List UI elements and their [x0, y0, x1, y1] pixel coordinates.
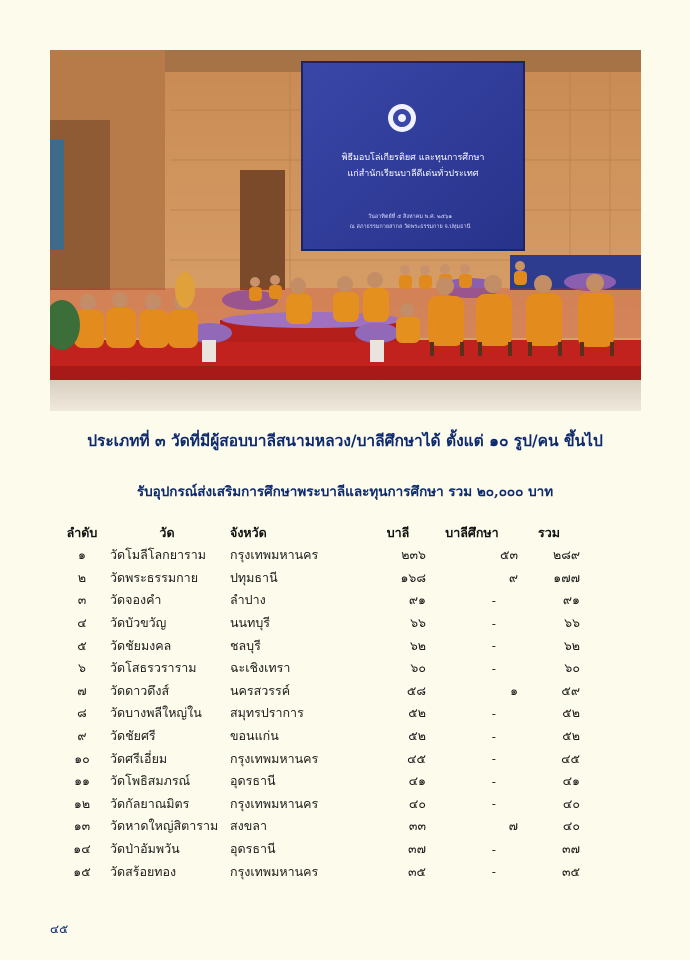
row-temple: วัดโพธิสมภรณ์	[110, 773, 191, 789]
row-pali: ๓๓	[408, 818, 426, 834]
ceremony-photo	[50, 50, 641, 411]
row-order: ๓	[77, 592, 87, 608]
row-order: ๑	[78, 547, 86, 563]
row-order: ๑๐	[74, 750, 90, 766]
header-pali-study: บาลีศึกษา	[445, 525, 499, 540]
row-province: ขอนแก่น	[230, 728, 279, 744]
row-pali: ๔๕	[407, 750, 426, 766]
row-total: ๒๘๙	[552, 547, 580, 563]
row-total: ๕๒	[562, 728, 580, 744]
row-order: ๑๓	[73, 818, 91, 834]
row-pali-study: -	[491, 864, 496, 880]
table-row	[60, 612, 580, 635]
row-pali: ๖๐	[410, 660, 426, 676]
row-pali: ๑๖๘	[400, 569, 426, 585]
row-pali-study: -	[491, 615, 496, 631]
table-row	[60, 544, 580, 567]
row-province: นนทบุรี	[230, 615, 270, 631]
row-province: ลำปาง	[230, 592, 266, 608]
row-province: อุดรธานี	[230, 773, 276, 789]
row-province: สมุทรปราการ	[230, 705, 304, 721]
table-row	[60, 567, 580, 590]
banner-line3: วันอาทิตย์ที่ ๕ สิงหาคม พ.ศ. ๒๕๖๑	[368, 214, 452, 220]
row-province: กรุงเทพมหานคร	[230, 750, 319, 766]
row-pali: ๙๑	[408, 592, 426, 608]
table-row	[60, 725, 580, 748]
table-row	[60, 815, 580, 838]
header-province: จังหวัด	[230, 525, 267, 540]
row-order: ๑๕	[73, 863, 91, 879]
table-row	[60, 793, 580, 816]
row-total: ๖๒	[563, 637, 580, 653]
banner-line1: พิธีมอบโล่เกียรติยศ และทุนการศึกษา	[341, 153, 485, 163]
row-province: อุดรธานี	[230, 841, 276, 857]
row-temple: วัดจองคำ	[110, 592, 162, 608]
row-province: ฉะเชิงเทรา	[230, 660, 291, 676]
row-province: นครสวรรค์	[230, 682, 291, 698]
row-pali: ๓๕	[407, 863, 426, 879]
row-total: ๓๗	[562, 841, 580, 857]
row-province: กรุงเทพมหานคร	[230, 795, 319, 811]
row-order: ๕	[77, 637, 87, 653]
row-pali-study: -	[491, 773, 496, 789]
row-order: ๑๔	[73, 841, 91, 857]
row-pali-study: ๑	[510, 682, 518, 698]
row-total: ๖๖	[564, 615, 580, 631]
row-order: ๘	[77, 705, 87, 721]
row-pali: ๕๘	[406, 682, 426, 698]
row-total: ๔๐	[562, 818, 580, 834]
row-total: ๔๐	[562, 795, 580, 811]
row-temple: วัดชัยศรี	[110, 728, 156, 744]
row-order: ๒	[77, 569, 87, 585]
row-pali: ๓๗	[408, 841, 426, 857]
row-pali: ๕๒	[408, 728, 426, 744]
row-pali: ๖๒	[409, 637, 426, 653]
row-order: ๙	[77, 728, 87, 744]
row-pali-study: ๗	[508, 818, 518, 834]
row-temple: วัดพระธรรมกาย	[110, 569, 199, 585]
row-pali-study: ๕๓	[499, 547, 518, 563]
table-row	[60, 589, 580, 612]
row-pali-study: -	[491, 728, 496, 744]
row-total: ๖๐	[564, 660, 580, 676]
row-pali-study: -	[491, 705, 496, 721]
row-total: ๓๕	[561, 863, 580, 879]
row-order: ๑๑	[74, 773, 90, 789]
row-total: ๔๕	[561, 750, 580, 766]
row-temple: วัดโสธรวราราม	[110, 660, 197, 676]
row-pali-study: -	[491, 660, 496, 676]
table-row	[60, 702, 580, 725]
row-temple: วัดสร้อยทอง	[110, 863, 177, 879]
row-total: ๕๒	[562, 705, 580, 721]
row-pali-study: ๙	[508, 569, 518, 585]
row-order: ๔	[77, 615, 87, 631]
row-temple: วัดดาวดึงส์	[110, 682, 170, 698]
row-temple: วัดโมลีโลกยาราม	[110, 547, 207, 563]
header-temple: วัด	[159, 525, 175, 540]
header-order: ลำดับ	[66, 525, 98, 540]
banner-line2: แก่สำนักเรียนบาลีดีเด่นทั่วประเทศ	[347, 169, 479, 179]
page-number: ๔๕	[50, 922, 69, 936]
award-subheading: รับอุปกรณ์ส่งเสริมการศึกษาพระบาลีและทุนการศึกษา รวม ๒๐,๐๐๐ บาท	[136, 484, 554, 500]
row-temple: วัดกัลยาณมิตร	[110, 795, 190, 811]
row-pali: ๕๒	[408, 705, 426, 721]
table-row	[60, 680, 580, 703]
header-pali: บาลี	[386, 525, 410, 540]
row-province: สงขลา	[230, 818, 267, 834]
row-total: ๙๑	[562, 592, 580, 608]
row-total: ๕๙	[561, 682, 580, 698]
row-province: ชลบุรี	[230, 637, 261, 653]
row-temple: วัดป่าอัมพวัน	[110, 841, 180, 857]
table-row	[60, 770, 580, 793]
row-pali: ๔๑	[408, 773, 426, 789]
row-pali-study: -	[491, 638, 496, 654]
table-row	[60, 634, 580, 657]
row-order: ๗	[77, 682, 87, 698]
row-total: ๔๑	[562, 773, 580, 789]
row-pali: ๒๓๖	[401, 547, 426, 563]
row-province: กรุงเทพมหานคร	[230, 547, 319, 563]
results-table	[60, 522, 580, 883]
row-pali-study: -	[491, 751, 496, 767]
row-pali-study: -	[491, 841, 496, 857]
row-temple: วัดบางพลีใหญ่ใน	[110, 705, 202, 721]
row-temple: วัดหาดใหญ่สิตาราม	[110, 818, 219, 834]
table-header-row	[60, 522, 580, 544]
row-total: ๑๗๗	[553, 569, 580, 585]
row-pali-study: -	[491, 796, 496, 812]
header-total: รวม	[538, 525, 560, 540]
row-order: ๑๒	[73, 795, 91, 811]
table-row	[60, 747, 580, 770]
row-pali: ๔๐	[408, 795, 426, 811]
row-temple: วัดบัวขวัญ	[110, 615, 167, 631]
row-pali: ๖๖	[410, 615, 426, 631]
table-row	[60, 657, 580, 680]
row-order: ๖	[78, 660, 86, 676]
table-row	[60, 860, 580, 883]
category-heading: ประเภทที่ ๓ วัดที่มีผู้สอบบาลีสนามหลวง/บาลีศึกษาได้ ตั้งแต่ ๑๐ รูป/คน ขึ้นไป	[87, 431, 603, 450]
row-temple: วัดชัยมงคล	[110, 637, 172, 653]
banner-line4: ณ สภาธรรมกายสากล วัดพระธรรมกาย จ.ปทุมธานี	[349, 224, 471, 230]
table-row	[60, 838, 580, 861]
row-province: กรุงเทพมหานคร	[230, 863, 319, 879]
row-province: ปทุมธานี	[230, 569, 278, 585]
row-temple: วัดศรีเอี่ยม	[110, 750, 168, 766]
row-pali-study: -	[491, 592, 496, 608]
